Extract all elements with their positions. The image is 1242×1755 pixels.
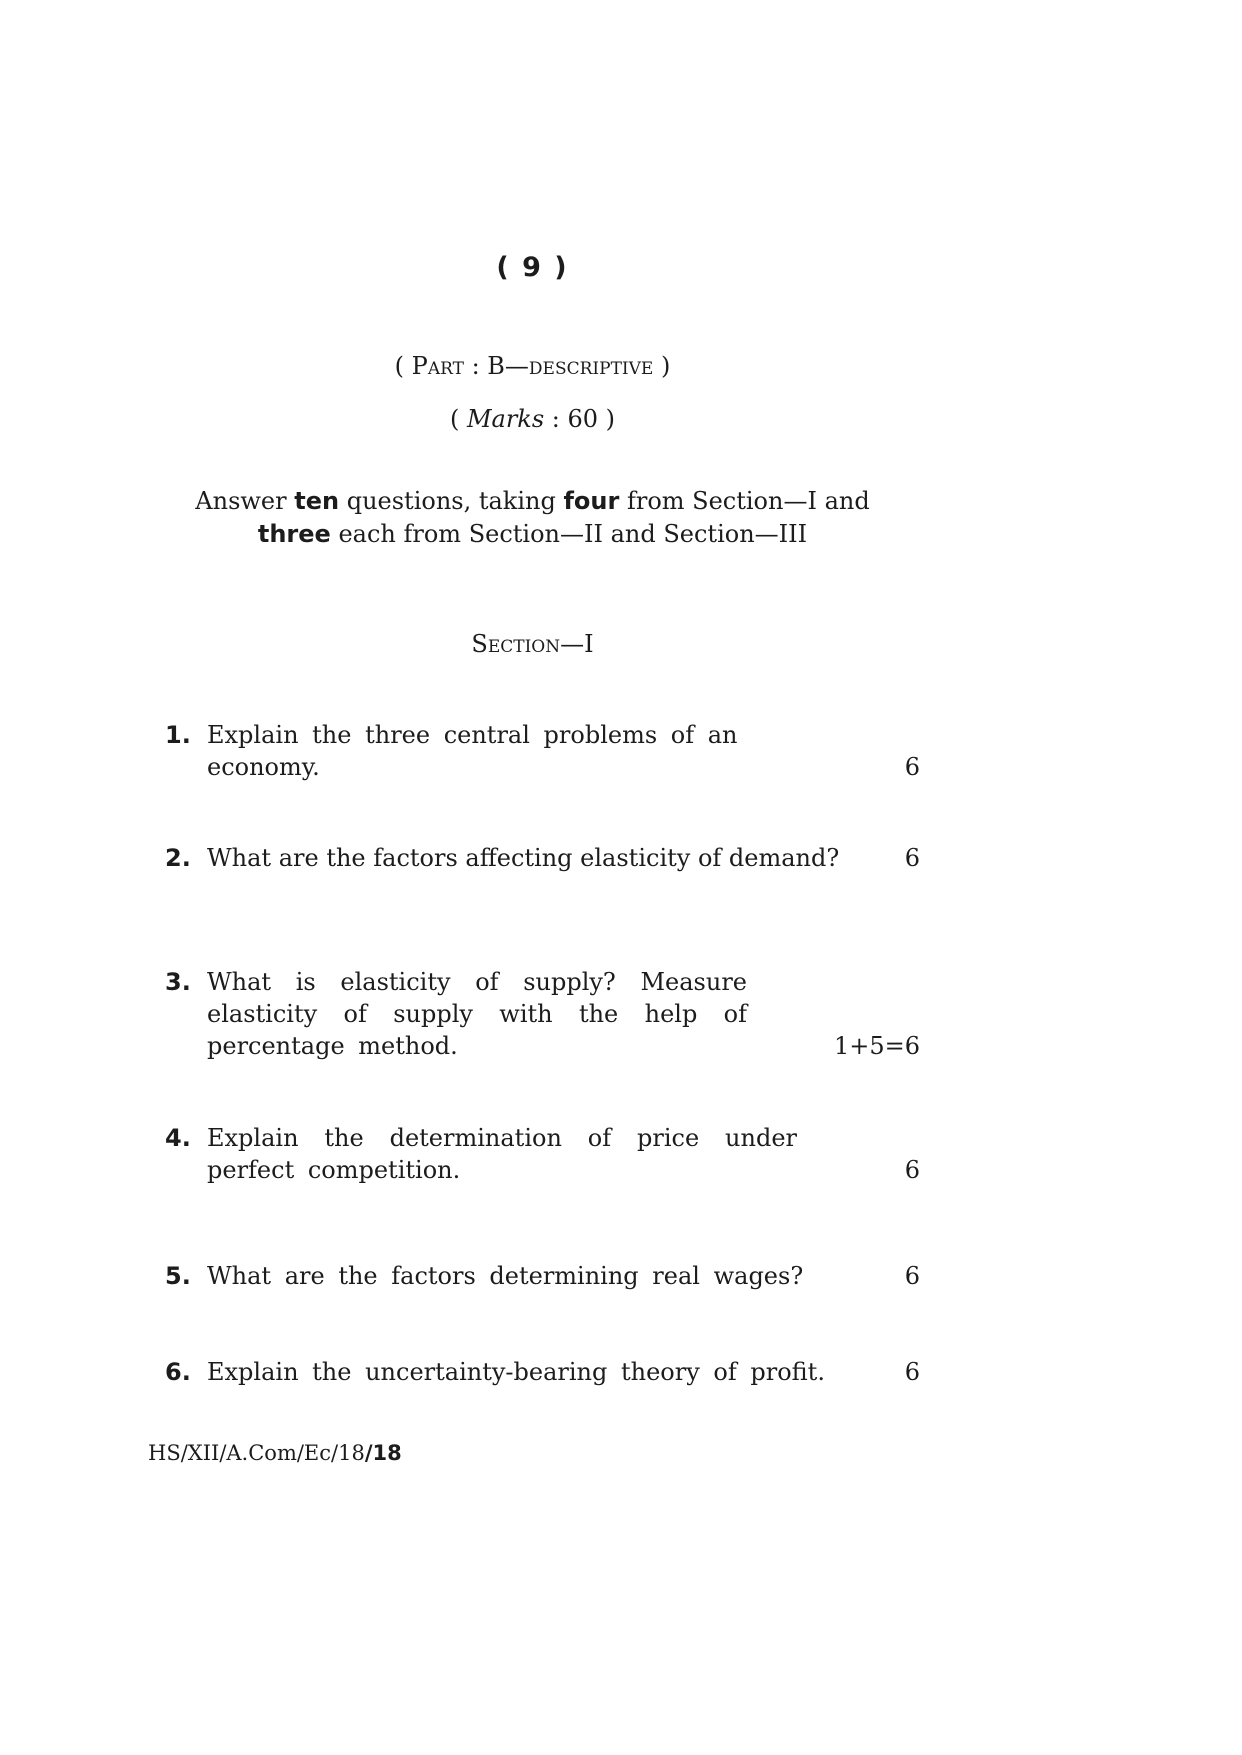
question-number: 3. <box>165 968 191 996</box>
instr-text-2: questions, taking <box>339 487 564 515</box>
question-text: What are the factors determining real wages? <box>207 1262 804 1290</box>
question-text: Explain the three central problems of an economy. <box>207 721 738 781</box>
page-number: ( 9 ) <box>496 252 569 283</box>
question-text: What is elasticity of supply? Measure elasticity of supply with the help of percentage method. <box>207 968 747 1060</box>
instr-text-3: from Section—I and <box>619 487 870 515</box>
question-6 <box>165 1356 920 1388</box>
part-open: ( <box>394 352 412 380</box>
instr-bold-ten: ten <box>294 487 340 515</box>
question-3 <box>165 966 920 1062</box>
part-title <box>0 352 1065 380</box>
question-text: What are the factors affecting elasticity of demand? <box>207 844 840 872</box>
question-number: 6. <box>165 1358 191 1386</box>
question-1 <box>165 719 920 783</box>
question-5 <box>165 1260 920 1292</box>
question-2 <box>165 842 920 874</box>
question-marks: 6 <box>904 1358 920 1386</box>
section-title: Section—I <box>471 630 594 658</box>
instructions-line-1 <box>0 485 1065 518</box>
total-marks <box>0 405 1065 433</box>
question-text: Explain the uncertainty-bearing theory of profit. <box>207 1358 825 1386</box>
question-number: 1. <box>165 721 191 749</box>
part-close: ) <box>653 352 671 380</box>
instr-bold-three: three <box>257 520 331 548</box>
marks-label: Marks <box>466 405 545 433</box>
question-marks: 1+5=6 <box>833 1032 920 1060</box>
paper-code-suffix: /18 <box>364 1441 402 1465</box>
instr-text-1: Answer <box>195 487 295 515</box>
question-marks: 6 <box>904 1262 920 1290</box>
instructions-line-2 <box>0 518 1065 551</box>
paper-code <box>148 1441 402 1465</box>
instructions <box>0 485 1065 551</box>
question-number: 4. <box>165 1124 191 1152</box>
question-text: Explain the determination of price under perfect competition. <box>207 1124 797 1184</box>
question-4 <box>165 1122 920 1186</box>
instr-text-4: each from Section—II and Section—III <box>330 520 808 548</box>
instr-bold-four: four <box>563 487 620 515</box>
question-marks: 6 <box>904 1156 920 1184</box>
question-number: 2. <box>165 844 191 872</box>
marks-value: : 60 ) <box>544 405 616 433</box>
paper-code-text: HS/XII/A.Com/Ec/18 <box>148 1441 365 1465</box>
question-marks: 6 <box>904 844 920 872</box>
part-label: Part : B—descriptive <box>411 352 654 380</box>
question-number: 5. <box>165 1262 191 1290</box>
question-marks: 6 <box>904 753 920 781</box>
marks-open: ( <box>449 405 467 433</box>
